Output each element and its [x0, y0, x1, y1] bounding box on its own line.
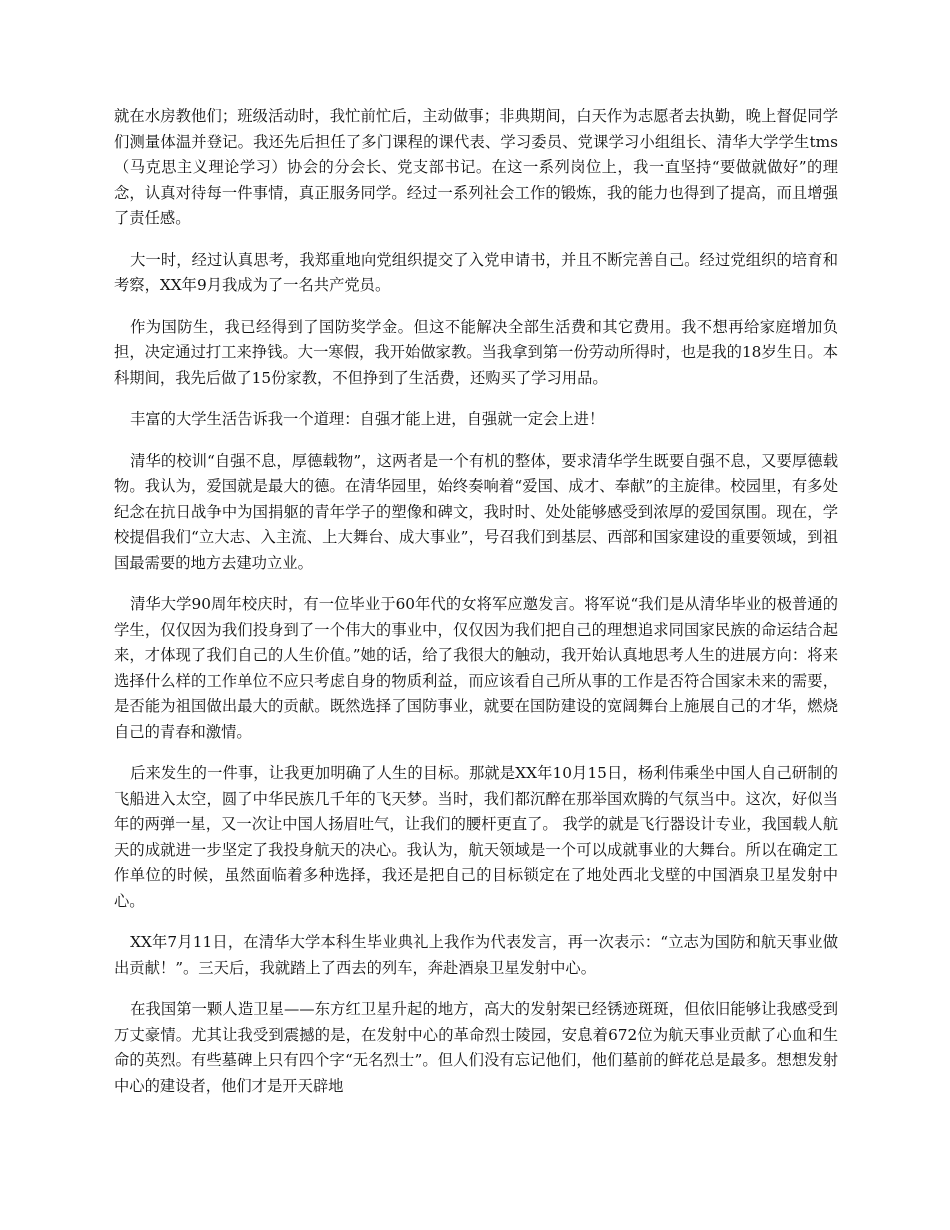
paragraph-4: 丰富的大学生活告诉我一个道理：自强才能上进，自强就一定会上进！ [130, 410, 605, 428]
paragraph-1: 就在水房教他们；班级活动时，我忙前忙后，主动做事；非典期间，白天作为志愿者去执勤，晚上督促同学们测量体温并登记。我还先后担任了多门课程的课代表、学习委员、党课学习小组组长、清华大学学生tms（马克思主义理论学习）协会的分会长、党支部书记。在这一系列岗位上，我一直坚持“要做就做好”的理念，认真对待每一件事情，真正服务同学。经过一系列社会工作的锻炼，我的能力也得到了提高，而且增强了责任感。 [114, 107, 838, 227]
paragraph-5: 清华的校训“自强不息，厚德载物”，这两者是一个有机的整体，要求清华学生既要自强不息，又要厚德载物。我认为，爱国就是最大的德。在清华园里，始终奏响着“爱国、成才、奉献”的主旋律。校园里，有多处纪念在抗日战争中为国捐躯的青年学子的塑像和碑文，我时时、处处能够感受到浓厚的爱国氛围。现在，学校提倡我们“立大志、入主流、上大舞台、成大事业”，号召我们到基层、西部和国家建设的重要领域，到祖国最需要的地方去建功立业。 [114, 451, 838, 572]
paragraph-3: 作为国防生，我已经得到了国防奖学金。但这不能解决全部生活费和其它费用。我不想再给家庭增加负担，决定通过打工来挣钱。大一寒假，我开始做家教。当我拿到第一份劳动所得时，也是我的18岁生日。本科期间，我先后做了15份家教，不但挣到了生活费，还购买了学习用品。 [114, 317, 838, 387]
paragraph-2: 大一时，经过认真思考，我郑重地向党组织提交了入党申请书，并且不断完善自己。经过党组织的培育和考察，XX年9月我成为了一名共产党员。 [114, 250, 838, 294]
paragraph-6: 清华大学90周年校庆时，有一位毕业于60年代的女将军应邀发言。将军说“我们是从清华毕业的极普通的学生，仅仅因为我们投身到了一个伟大的事业中，仅仅因为我们把自己的理想追求同国家民族的命运结合起来，才体现了我们自己的人生价值。”她的话，给了我很大的触动，我开始认真地思考人生的进展方向：将来选择什么样的工作单位不应只考虑自身的物质利益，而应该看自己所从事的工作是否符合国家未来的需要，是否能为祖国做出最大的贡献。既然选择了国防事业，就要在国防建设的宽阔舞台上施展自己的才华，燃烧自己的青春和激情。 [114, 595, 838, 741]
document-body [114, 104, 838, 1115]
paragraph-9: 在我国第一颗人造卫星——东方红卫星升起的地方，高大的发射架已经锈迹斑斑，但依旧能够让我感受到万丈豪情。尤其让我受到震撼的是，在发射中心的革命烈士陵园，安息着672位为航天事业贡献了心血和生命的英烈。有些墓碑上只有四个字“无名烈士”。但人们没有忘记他们，他们墓前的鲜花总是最多。想想发射中心的建设者，他们才是开天辟地 [114, 1000, 838, 1095]
paragraph-8: XX年7月11日，在清华大学本科生毕业典礼上我作为代表发言，再一次表示：“立志为国防和航天事业做出贡献！”。三天后，我就踏上了西去的列车，奔赴酒泉卫星发射中心。 [114, 933, 838, 977]
paragraph-7: 后来发生的一件事，让我更加明确了人生的目标。那就是XX年10月15日，杨利伟乘坐中国人自己研制的飞船进入太空，圆了中华民族几千年的飞天梦。当时，我们都沉醉在那举国欢腾的气氛当中。这次，好似当年的两弹一星，又一次让中国人扬眉吐气，让我们的腰杆更直了。 我学的就是飞行器设计专业，我国载人航天的成就进一步坚定了我投身航天的决心。我认为，航天领域是一个可以成就事业的大舞台。所以在确定工作单位的时候，虽然面临着多种选择，我还是把自己的目标锁定在了地处西北戈壁的中国酒泉卫星发射中心。 [114, 764, 838, 910]
